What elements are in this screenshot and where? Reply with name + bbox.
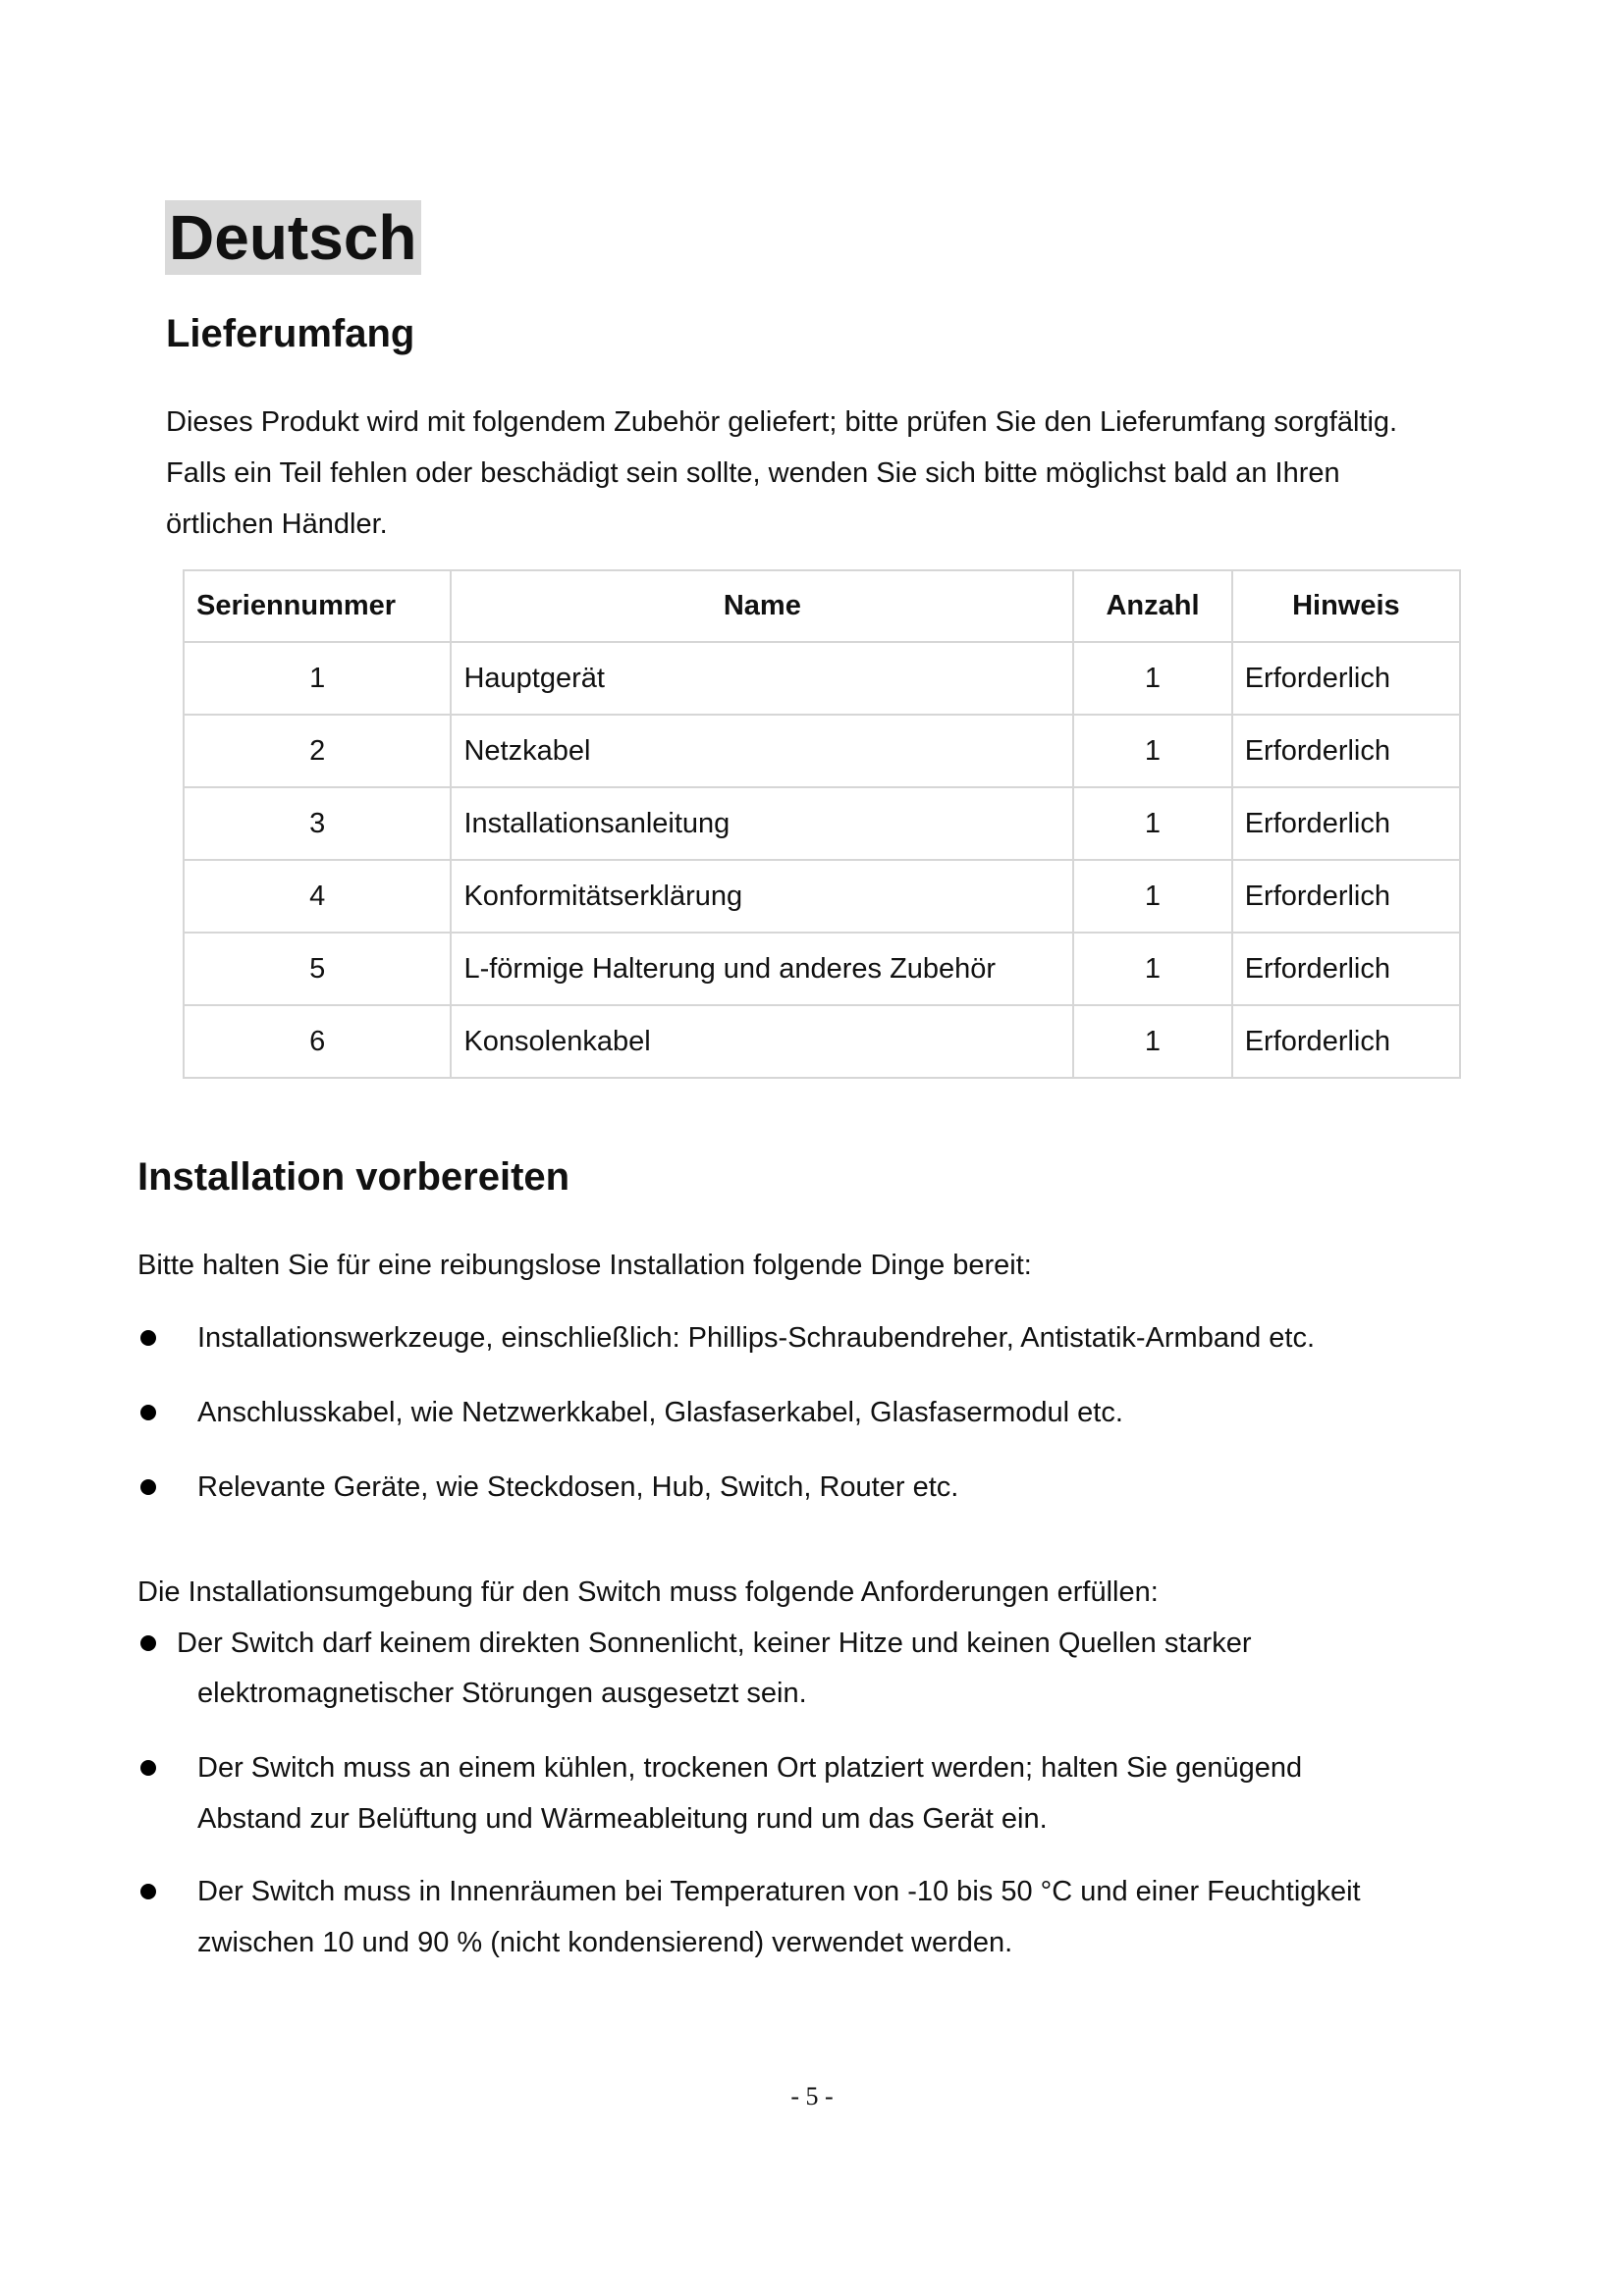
header-hinweis: Hinweis (1232, 570, 1460, 642)
bullet-dot-icon (140, 1884, 156, 1899)
cell-anzahl: 1 (1073, 1005, 1231, 1078)
page-title: Deutsch (165, 200, 421, 275)
header-name: Name (451, 570, 1073, 642)
table-row (184, 1005, 1460, 1078)
requirement-line: Der Switch muss in Innenräumen bei Temperaturen von -10 bis 50 °C und einer Feuchtigkeit (197, 1876, 1361, 1907)
requirement-line: elektromagnetischer Störungen ausgesetzt sein. (197, 1678, 807, 1709)
table-header-row (184, 570, 1460, 642)
bullet-dot-icon (140, 1635, 156, 1651)
cell-name: Konsolenkabel (451, 1005, 1073, 1078)
cell-seriennummer: 4 (184, 860, 451, 933)
table-row (184, 860, 1460, 933)
cell-hinweis: Erforderlich (1232, 1005, 1460, 1078)
section-heading-installation: Installation vorbereiten (137, 1155, 570, 1199)
requirement-line: Der Switch muss an einem kühlen, trockenen Ort platziert werden; halten Sie genügend (197, 1752, 1303, 1784)
bullet-dot-icon (140, 1760, 156, 1776)
cell-name: Installationsanleitung (451, 787, 1073, 860)
table-row (184, 933, 1460, 1005)
environment-intro: Die Installationsumgebung für den Switch muss folgende Anforderungen erfüllen: (137, 1576, 1159, 1608)
cell-hinweis: Erforderlich (1232, 642, 1460, 715)
intro-line: örtlichen Händler. (166, 508, 388, 540)
cell-anzahl: 1 (1073, 787, 1231, 860)
bullet-dot-icon (140, 1330, 156, 1346)
requirement-line: Abstand zur Belüftung und Wärmeableitung rund um das Gerät ein. (197, 1803, 1048, 1835)
table-row (184, 715, 1460, 787)
page-number: - 5 - (790, 2082, 834, 2110)
cell-hinweis: Erforderlich (1232, 715, 1460, 787)
intro-line: Falls ein Teil fehlen oder beschädigt sein sollte, wenden Sie sich bitte möglichst bald an Ihren (166, 457, 1340, 489)
installation-intro: Bitte halten Sie für eine reibungslose Installation folgende Dinge bereit: (137, 1250, 1032, 1281)
list-item: Installationswerkzeuge, einschließlich: Phillips-Schraubendreher, Antistatik-Armband etc. (197, 1322, 1316, 1354)
lieferumfang-intro (166, 397, 1397, 550)
cell-anzahl: 1 (1073, 860, 1231, 933)
cell-anzahl: 1 (1073, 933, 1231, 1005)
cell-name: Hauptgerät (451, 642, 1073, 715)
intro-line: Dieses Produkt wird mit folgendem Zubehör geliefert; bitte prüfen Sie den Lieferumfang sorgfältig. (166, 406, 1398, 438)
cell-anzahl: 1 (1073, 642, 1231, 715)
cell-hinweis: Erforderlich (1232, 860, 1460, 933)
section-heading-lieferumfang: Lieferumfang (166, 312, 415, 355)
cell-seriennummer: 1 (184, 642, 451, 715)
cell-anzahl: 1 (1073, 715, 1231, 787)
bullet-dot-icon (140, 1479, 156, 1495)
delivery-contents-table (183, 569, 1461, 1079)
requirement-line: Der Switch darf keinem direkten Sonnenlicht, keiner Hitze und keinen Quellen starker (177, 1628, 1252, 1659)
cell-name: L-förmige Halterung und anderes Zubehör (451, 933, 1073, 1005)
table-row (184, 642, 1460, 715)
list-item: Relevante Geräte, wie Steckdosen, Hub, Switch, Router etc. (197, 1471, 959, 1503)
cell-seriennummer: 5 (184, 933, 451, 1005)
cell-seriennummer: 3 (184, 787, 451, 860)
header-anzahl: Anzahl (1073, 570, 1231, 642)
cell-seriennummer: 6 (184, 1005, 451, 1078)
cell-hinweis: Erforderlich (1232, 787, 1460, 860)
table-row (184, 787, 1460, 860)
bullet-dot-icon (140, 1405, 156, 1420)
cell-name: Konformitätserklärung (451, 860, 1073, 933)
list-item: Anschlusskabel, wie Netzwerkkabel, Glasfaserkabel, Glasfasermodul etc. (197, 1397, 1123, 1428)
cell-name: Netzkabel (451, 715, 1073, 787)
header-seriennummer: Seriennummer (184, 570, 451, 642)
cell-hinweis: Erforderlich (1232, 933, 1460, 1005)
requirement-line: zwischen 10 und 90 % (nicht kondensierend) verwendet werden. (197, 1927, 1013, 1958)
cell-seriennummer: 2 (184, 715, 451, 787)
